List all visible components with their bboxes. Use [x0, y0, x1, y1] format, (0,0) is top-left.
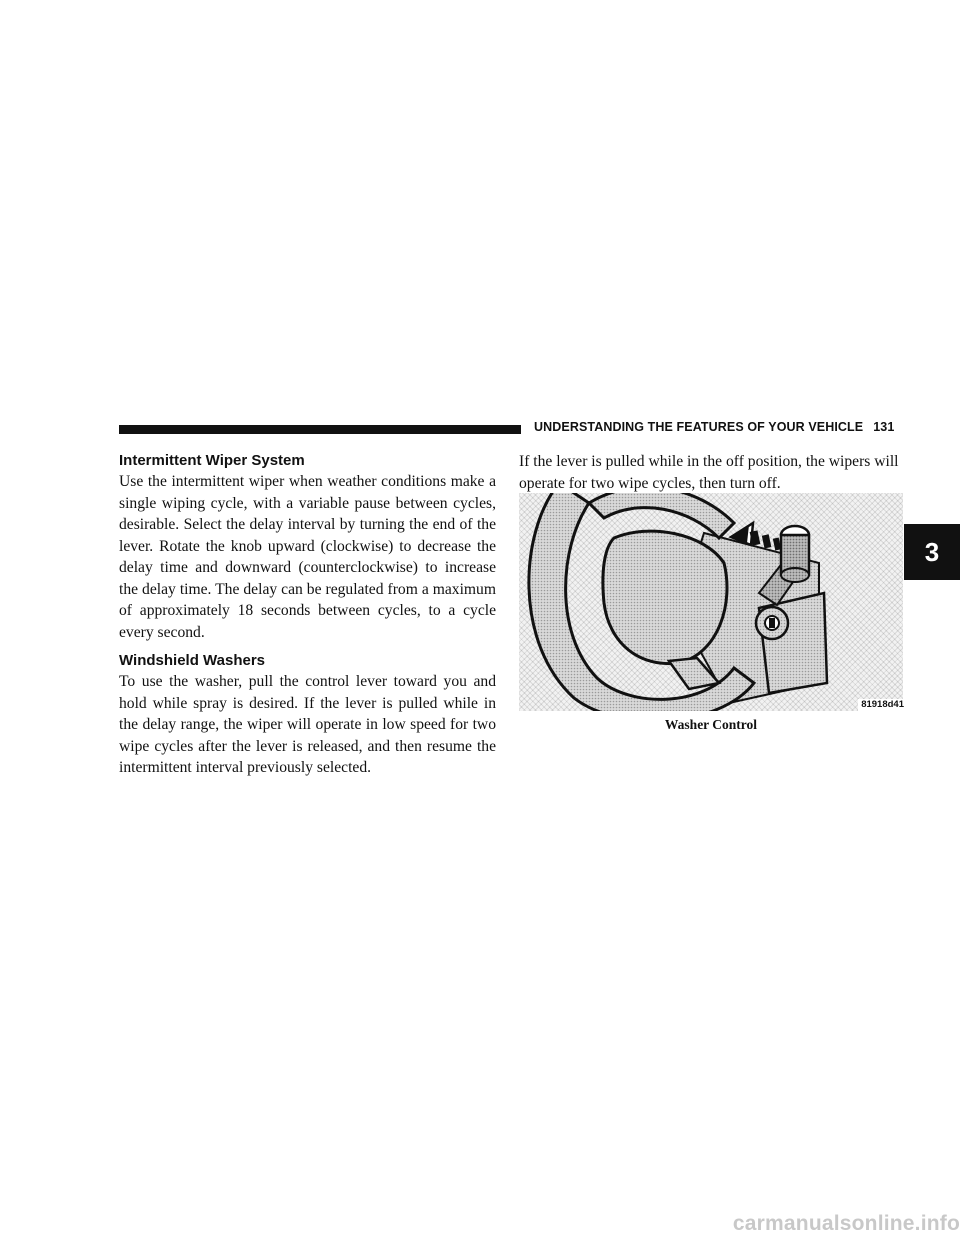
watermark: carmanualsonline.info: [732, 1212, 960, 1235]
header-rule: [119, 425, 521, 434]
right-column: [519, 451, 903, 494]
heading-windshield-washers: Windshield Washers: [119, 652, 266, 669]
running-header: [534, 420, 904, 440]
washer-control-illustration: [519, 493, 903, 711]
figure-caption: Washer Control: [664, 717, 758, 732]
figure-id-label: 81918d41: [858, 699, 904, 711]
chapter-tab: 3: [904, 524, 960, 580]
left-column: [119, 451, 496, 779]
paragraph-intermittent-wiper: Use the intermittent wiper when weather conditions make a single wiping cycle, with a variable pause between cycles, desirable. Select the delay interval by turning the end of the lever. Rotate the knob upward (clockwise) to decrease the delay time and downward (counterclockwise) to increase the delay time. The delay can be regulated from a maximum of approximately 18 seconds between cycles, to a cycle every second.: [119, 473, 496, 641]
paragraph-windshield-washers: To use the washer, pull the control lever toward you and hold while spray is desired. If the lever is pulled while in the delay range, the wiper will operate in low speed for two wipe cycles after the lever is released, and then resume the intermittent interval previously selected.: [119, 673, 496, 776]
heading-intermittent-wiper: Intermittent Wiper System: [119, 452, 305, 469]
paragraph-off-position: If the lever is pulled while in the off position, the wipers will operate for two wipe cycles, then turn off.: [519, 453, 899, 492]
steering-wheel-drawing: [519, 493, 903, 711]
section-title: UNDERSTANDING THE FEATURES OF YOUR VEHICLE: [534, 420, 864, 434]
page-number: 131: [873, 420, 895, 434]
